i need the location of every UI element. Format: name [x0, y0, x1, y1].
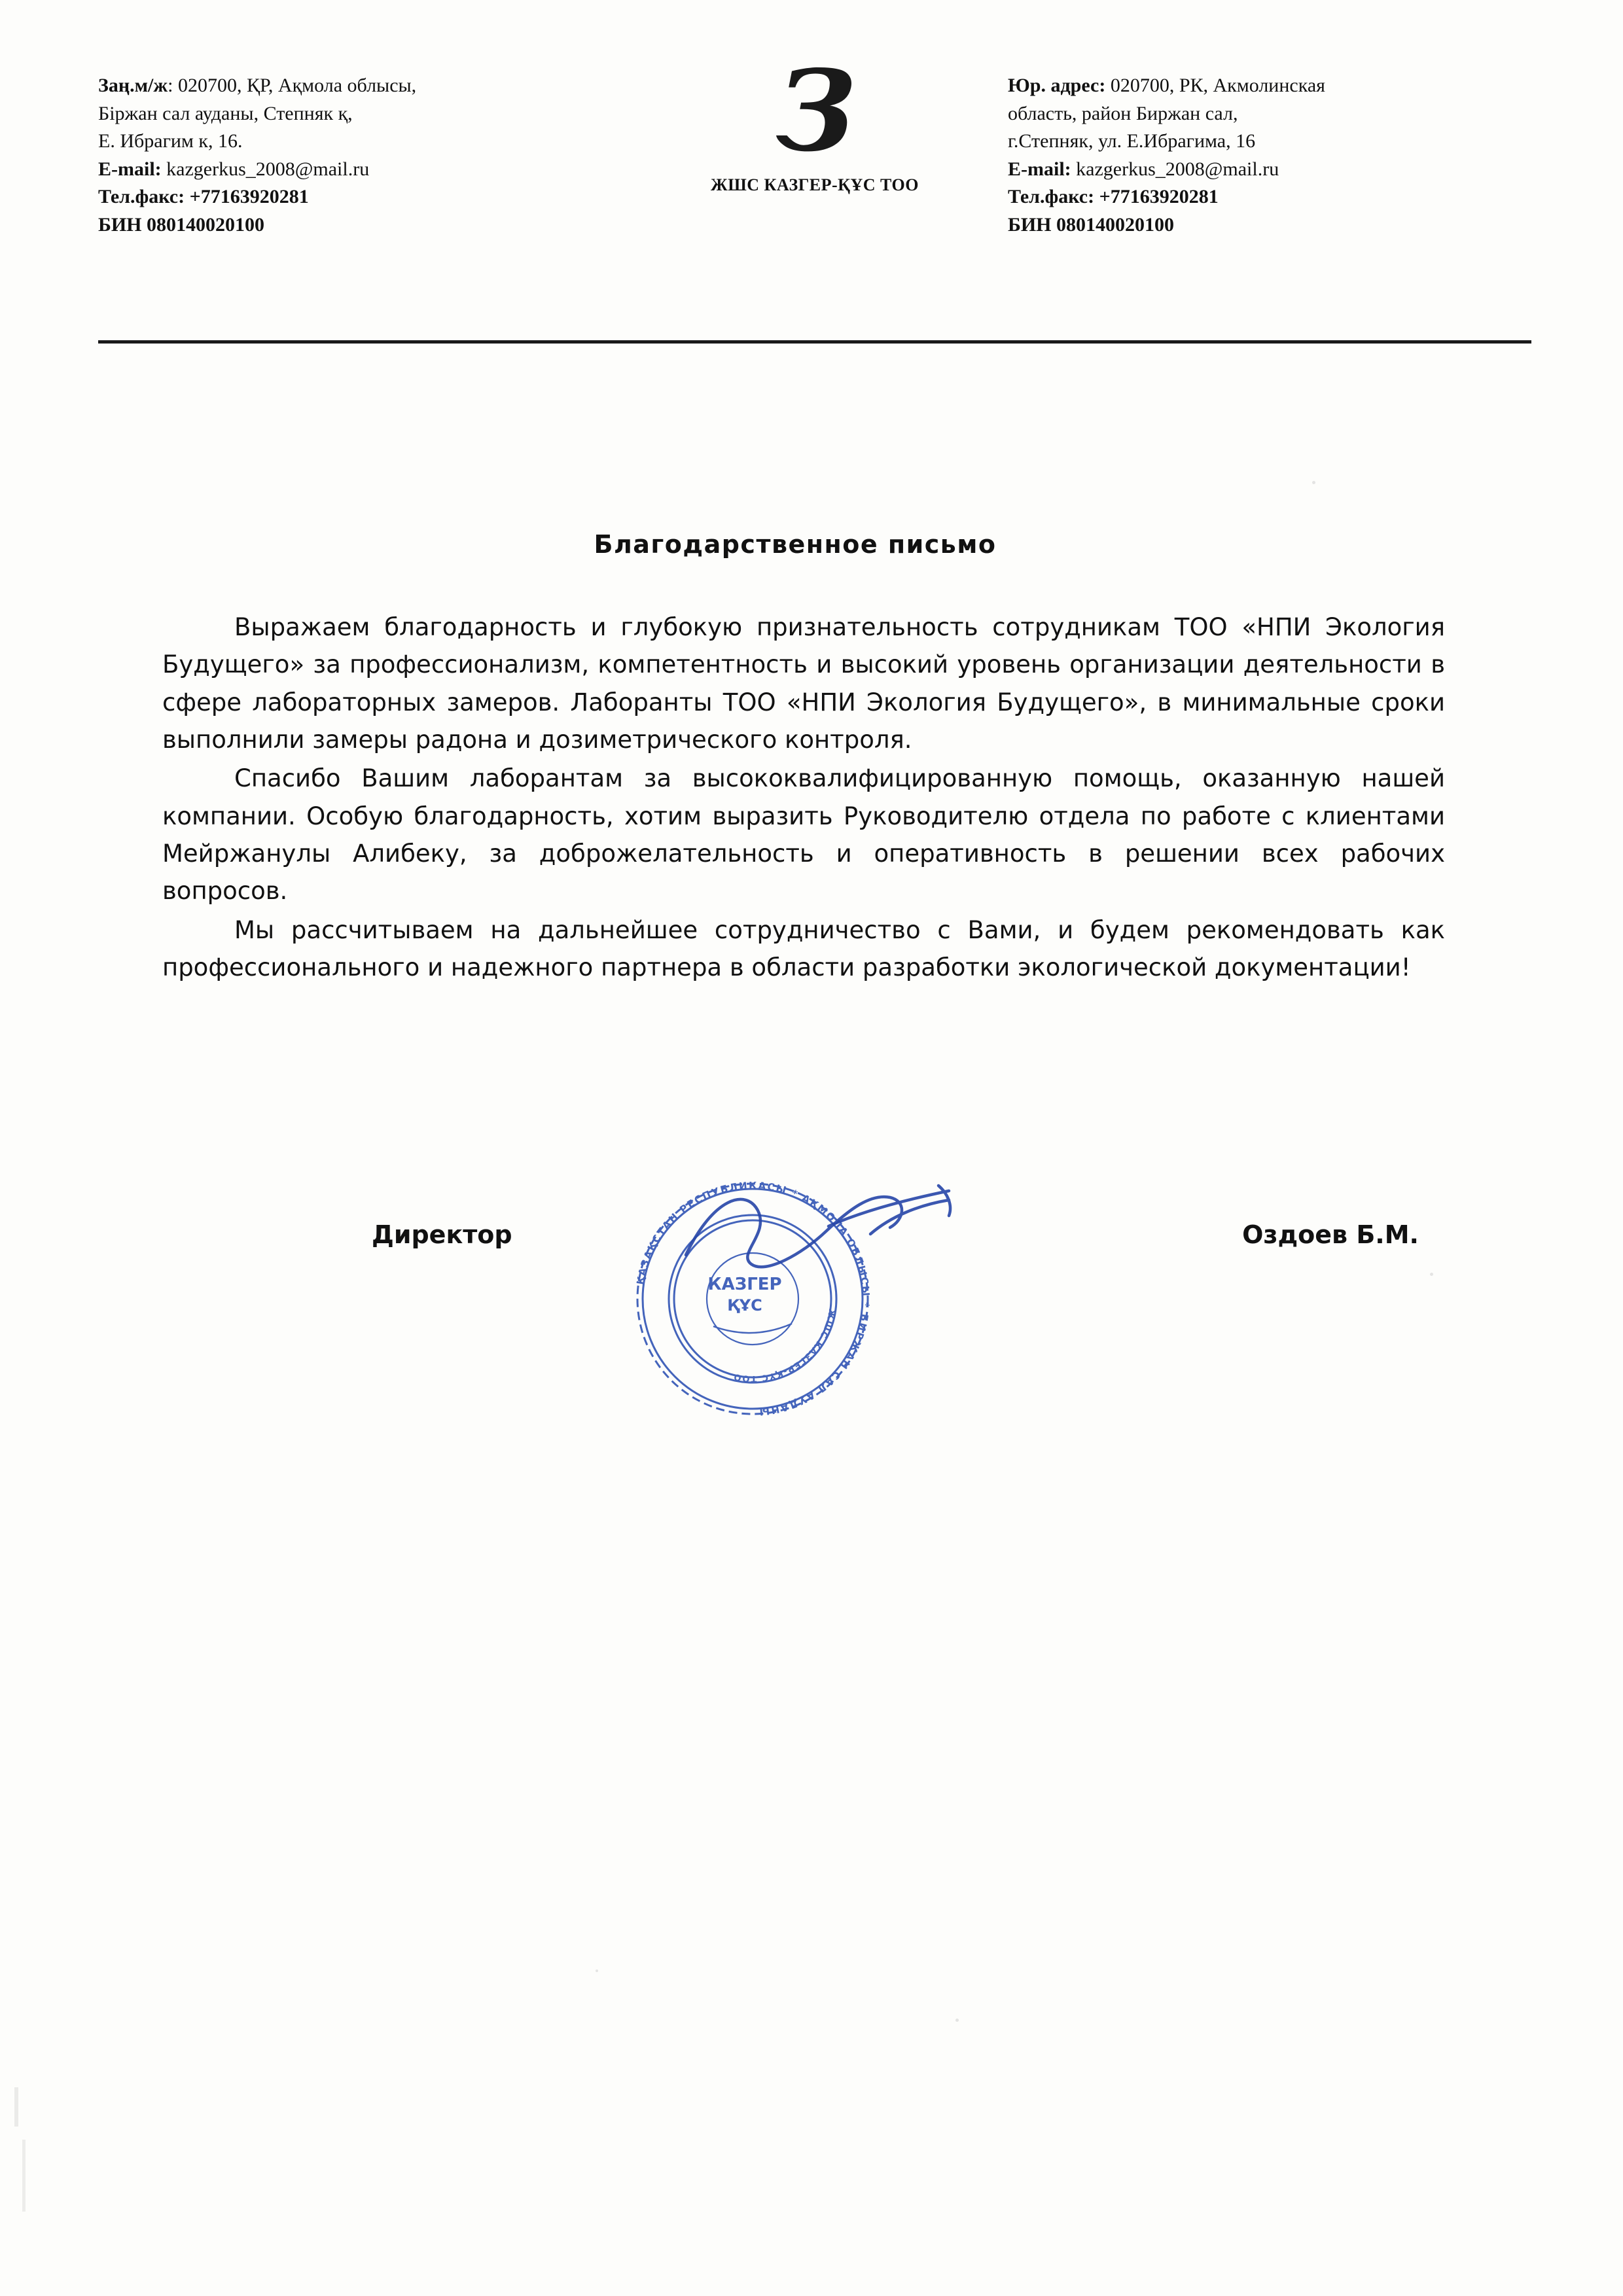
letterhead-right-contacts — [1008, 72, 1531, 239]
svg-text:ҚҰС: ҚҰС — [727, 1296, 762, 1315]
legal-address-kz-label: Заң.м/ж — [98, 75, 168, 96]
letter-paragraph: Выражаем благодарность и глубокую признательность сотрудникам ТОО «НПИ Экология Будущего» за профессионализм, компетентность и высокий уровень организации деятельности в сфере лабораторных замеров. Лаборанты ТОО «НПИ Экология Будущего», в минимальные сроки выполнили замеры радона и дозиметрического контроля. — [162, 613, 1445, 754]
letterhead-left-contacts — [98, 72, 622, 239]
email-ru-label: E-mail: — [1008, 158, 1071, 180]
phone-kz-value: +77163920281 — [185, 186, 309, 208]
email-ru-value[interactable]: kazgerkus_2008@mail.ru — [1071, 158, 1279, 180]
logo-mark-icon: З — [776, 46, 854, 177]
svg-text:ҚАЗАҚСТАН РЕСПУБЛИКАСЫ * АҚМОЛ: ҚАЗАҚСТАН РЕСПУБЛИКАСЫ * АҚМОЛА ОБЛЫСЫ * БИРЖАН САЛ АУДАНЫ — [634, 1179, 872, 1418]
letter-body — [162, 609, 1445, 987]
phone-kz-label: Тел.факс: — [98, 186, 185, 208]
signatory-role: Директор — [372, 1220, 512, 1249]
phone-ru-label: Тел.факс: — [1008, 186, 1095, 208]
email-ru-line — [1008, 156, 1531, 184]
legal-address-kz-line: Заң.м/ж: 020700, ҚР, Ақмола облысы, — [98, 75, 417, 96]
letterhead — [98, 46, 1531, 334]
scan-edge-mark — [22, 2140, 26, 2212]
bin-kz-line: БИН 080140020100 — [98, 213, 265, 236]
scan-artifact — [1312, 481, 1315, 484]
legal-address-kz-line2: Біржан сал ауданы, Степняк қ, — [98, 102, 353, 124]
letterhead-divider — [98, 340, 1531, 344]
letter-paragraph: Спасибо Вашим лаборантам за высококвалифицированную помощь, оказанную нашей компании. Особую благодарность, хотим выразить Руководителю отдела по работе с клиентами Мейржанулы Алибеку, за доброжелательность и оперативность в решении всех рабочих вопросов. — [162, 764, 1445, 906]
phone-ru-line — [1008, 183, 1531, 211]
letter-paragraph: Мы рассчитываем на дальнейшее сотрудничество с Вами, и будем рекомендовать как профессионального и надежного партнера в области разработки экологической документации! — [162, 915, 1445, 982]
scan-artifact — [955, 2019, 959, 2022]
signatory-name: Оздоев Б.М. — [1242, 1220, 1419, 1249]
legal-address-kz-line3: Е. Ибрагим к, 16. — [98, 130, 243, 152]
bin-ru-line: БИН 080140020100 — [1008, 213, 1175, 236]
email-kz-line — [98, 156, 622, 184]
svg-text:ЖШС КАЗГЕР-ҚҰС ТОО: ЖШС КАЗГЕР-ҚҰС ТОО — [732, 1308, 837, 1384]
page-title: Благодарственное письмо — [594, 530, 997, 559]
legal-address-ru-line3: г.Степняк, ул. Е.Ибрагима, 16 — [1008, 130, 1256, 152]
legal-address-ru-line: Юр. адрес: 020700, РК, Акмолинская — [1008, 75, 1325, 96]
email-kz-label: E-mail: — [98, 158, 162, 180]
scan-edge-mark — [14, 2087, 18, 2127]
logo-caption: ЖШС КАЗГЕР-ҚҰС ТОО — [710, 175, 919, 194]
scan-artifact — [1430, 1273, 1433, 1276]
phone-kz-line — [98, 183, 622, 211]
company-logo — [632, 46, 998, 195]
legal-address-ru-label: Юр. адрес: — [1008, 75, 1106, 96]
legal-address-ru-line2: область, район Биржан сал, — [1008, 102, 1238, 124]
phone-ru-value: +77163920281 — [1094, 186, 1219, 208]
svg-text:КАЗГЕР: КАЗГЕР — [707, 1275, 782, 1294]
email-kz-value[interactable]: kazgerkus_2008@mail.ru — [161, 158, 370, 180]
company-stamp-icon — [615, 1161, 890, 1436]
scan-artifact — [596, 1969, 598, 1972]
